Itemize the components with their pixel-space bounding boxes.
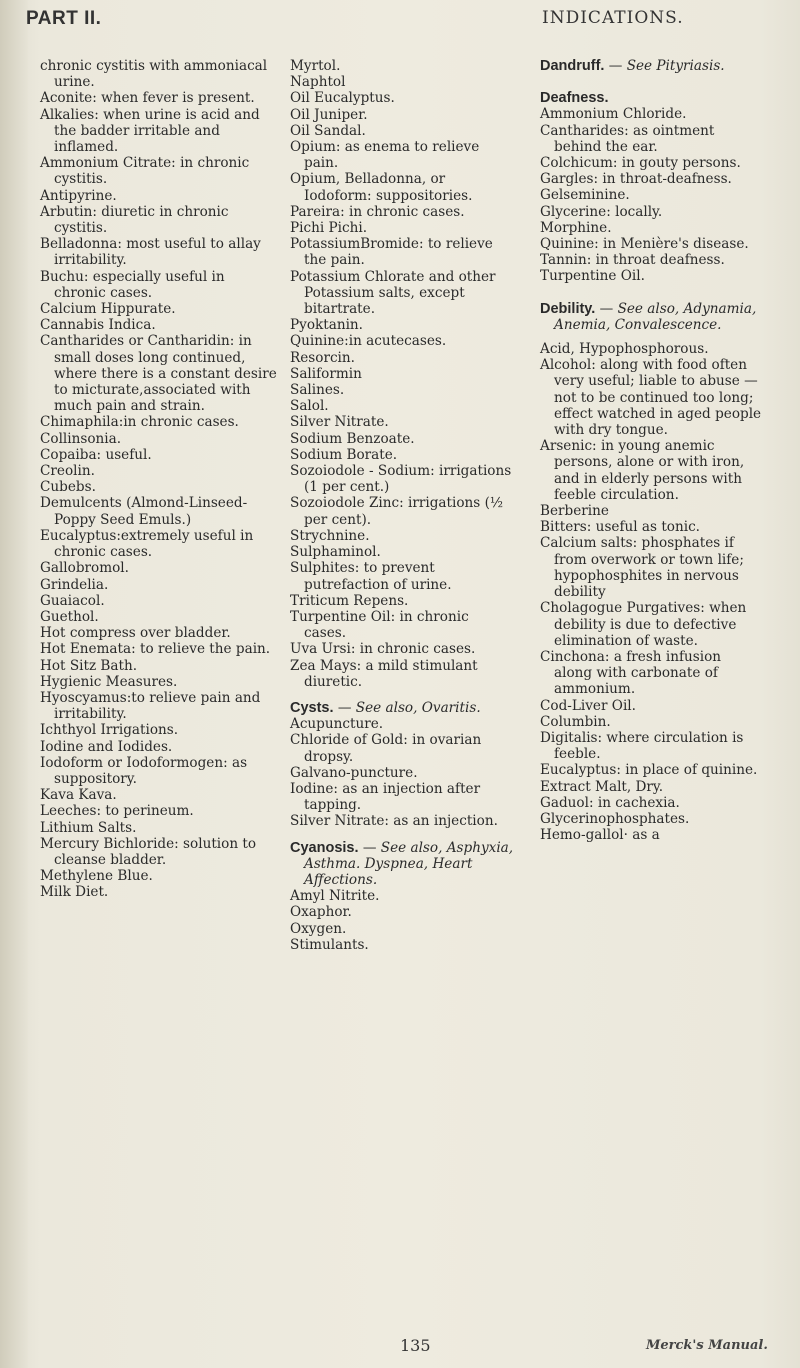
list-item: Salol.: [290, 398, 329, 415]
debility-entries: [540, 341, 762, 843]
list-item: Hemo-gallol· as a: [540, 827, 660, 844]
column-2-entries: [290, 58, 515, 690]
column-1: [40, 58, 280, 901]
list-item: Creolin.: [40, 463, 95, 480]
deafness-entries: [540, 106, 762, 284]
list-item: Cannabis Indica.: [40, 317, 156, 334]
list-item: Belladonna: most useful to allay irritability.: [40, 236, 261, 269]
cyanosis-entries: [290, 888, 515, 953]
list-item: Oxaphor.: [290, 904, 352, 921]
page-spine-shadow: [0, 0, 28, 1368]
list-item: Copaiba: useful.: [40, 446, 152, 463]
list-item: Salines.: [290, 382, 345, 399]
list-item: Columbin.: [540, 713, 611, 730]
list-item: Calcium salts: phosphates if from overwork or town life; hypophosphites in nervous debility: [540, 535, 744, 601]
section-cyanosis: Cyanosis. — See also, Asphyxia, Asthma. Dyspnea, Heart Affections.: [290, 839, 514, 888]
list-item: Pichi Pichi.: [290, 220, 368, 237]
section-heading-cysts: Cysts.: [290, 699, 334, 716]
running-head-left: PART II.: [26, 8, 102, 29]
list-item: Arbutin: diuretic in chronic cystitis.: [40, 203, 229, 237]
section-heading-debility: Debility.: [540, 300, 596, 317]
list-item: Kava Kava.: [40, 787, 117, 804]
list-item: Quinine: in Menière's disease.: [540, 236, 749, 253]
list-item: Gargles: in throat-deafness.: [540, 171, 732, 188]
list-item: Resorcin.: [290, 349, 355, 366]
list-item: Opium: as enema to relieve pain.: [290, 139, 480, 172]
list-item: Gallobromol.: [40, 560, 129, 577]
list-item: Iodine: as an injection after tapping.: [290, 780, 481, 814]
list-item: Turpentine Oil: in chronic cases.: [290, 608, 469, 642]
column-2: [290, 58, 515, 953]
list-item: Silver Nitrate.: [290, 414, 389, 431]
list-item: Ammonium Citrate: in chronic cystitis.: [40, 155, 250, 188]
source-footer: Merck's Manual.: [646, 1338, 768, 1353]
list-item: Oil Sandal.: [290, 122, 366, 139]
list-item: Antipyrine.: [40, 187, 117, 204]
section-heading-dandruff: Dandruff.: [540, 58, 605, 74]
list-item: Naphtol: [290, 74, 346, 91]
list-item: Lithium Salts.: [40, 819, 137, 836]
list-item: Extract Malt, Dry.: [540, 778, 664, 795]
list-item: Galvano-puncture.: [290, 764, 418, 781]
list-item: Arsenic: in young anemic persons, alone or with iron, and in elderly persons with feeble circulation.: [540, 438, 745, 503]
list-item: Calcium Hippurate.: [40, 301, 176, 318]
list-item: Demulcents (Almond-Linseed-Poppy Seed Emuls.): [40, 495, 248, 528]
list-item: Iodine and Iodides.: [40, 738, 173, 755]
list-item: Colchicum: in gouty persons.: [540, 155, 741, 172]
list-item: PotassiumBromide: to relieve the pain.: [290, 236, 493, 269]
list-item: Oil Juniper.: [290, 106, 368, 123]
list-item: Leeches: to perineum.: [40, 803, 194, 820]
list-item: Digitalis: where circulation is feeble.: [540, 729, 744, 763]
list-item: Cinchona: a fresh infusion along with carbonate of ammonium.: [540, 648, 722, 698]
see-also-debility: See also, Adynamia, Anemia, Convalescence.: [554, 300, 757, 333]
list-item: Turpentine Oil.: [540, 268, 645, 285]
section-debility: Debility. — See also, Adynamia, Anemia, Convalescence.: [540, 300, 757, 333]
list-item: Acid, Hypophosphorous.: [540, 341, 709, 358]
list-item: Oxygen.: [290, 920, 347, 937]
list-item: Saliformin: [290, 365, 362, 382]
list-item: Amyl Nitrite.: [290, 888, 380, 905]
list-item: Opium, Belladonna, or Iodoform: suppositories.: [290, 171, 473, 204]
list-item: Sulphites: to prevent putrefaction of urine.: [290, 560, 452, 593]
list-item: Alkalies: when urine is acid and the badder irritable and inflamed.: [40, 106, 260, 156]
see-also-cysts: See also, Ovaritis.: [355, 699, 481, 716]
list-item: Cantharides or Cantharidin: in small doses long continued, where there is a constant desire to micturate,associated with much pain and strain.: [40, 333, 277, 415]
list-item: Grindelia.: [40, 576, 109, 593]
list-item: Uva Ursi: in chronic cases.: [290, 641, 476, 658]
list-item: Eucalyptus: in place of quinine.: [540, 762, 758, 779]
section-cysts: Cysts. — See also, Ovaritis.: [290, 699, 481, 716]
list-item: Potassium Chlorate and other Potassium salts, except bitartrate.: [290, 268, 496, 318]
list-item: Zea Mays: a mild stimulant diuretic.: [290, 657, 478, 690]
list-item: Hot Enemata: to relieve the pain.: [40, 641, 271, 658]
list-item: Hot Sitz Bath.: [40, 657, 138, 674]
list-item: Ammonium Chloride.: [540, 106, 687, 123]
list-item: Sozoiodole - Sodium: irrigations (1 per cent.): [290, 463, 512, 496]
cysts-entries: [290, 716, 515, 829]
list-item: Guethol.: [40, 608, 99, 625]
list-item: Hyoscyamus:to relieve pain and irritability.: [40, 689, 261, 723]
section-deafness: [540, 90, 762, 106]
list-item: Chimaphila:in chronic cases.: [40, 414, 239, 431]
see-also-cyanosis: See also, Asphyxia, Asthma. Dyspnea, Heart Affections.: [304, 839, 514, 888]
page-number: 135: [400, 1336, 431, 1355]
list-item: Morphine.: [540, 219, 612, 236]
list-item: Chloride of Gold: in ovarian dropsy.: [290, 732, 482, 765]
list-item: Hygienic Measures.: [40, 673, 178, 690]
list-item: Sodium Benzoate.: [290, 430, 415, 447]
list-item: Tannin: in throat deafness.: [540, 252, 725, 269]
list-item: Myrtol.: [290, 58, 341, 74]
list-item: Glycerine: locally.: [540, 203, 663, 220]
list-item: Triticum Repens.: [290, 592, 409, 609]
list-item: Berberine: [540, 503, 609, 520]
list-item: chronic cystitis with ammoniacal urine.: [40, 58, 268, 91]
list-item: Sulphaminol.: [290, 544, 381, 561]
list-item: Ichthyol Irrigations.: [40, 722, 179, 739]
list-item: Alcohol: along with food often very useful; liable to abuse —not to be continued too long; effect watched in aged people with dry tongue.: [540, 357, 762, 439]
list-item: Cubebs.: [40, 479, 96, 496]
list-item: Pareira: in chronic cases.: [290, 203, 465, 220]
list-item: Stimulants.: [290, 936, 369, 953]
list-item: Mercury Bichloride: solution to cleanse bladder.: [40, 835, 257, 868]
list-item: Pyoktanin.: [290, 317, 363, 334]
list-item: Cantharides: as ointment behind the ear.: [540, 122, 715, 155]
list-item: Guaiacol.: [40, 592, 105, 609]
section-heading-cyanosis: Cyanosis.: [290, 839, 359, 856]
list-item: Aconite: when fever is present.: [40, 90, 255, 107]
list-item: Sozoiodole Zinc: irrigations (½ per cent).: [290, 495, 504, 528]
list-item: Silver Nitrate: as an injection.: [290, 813, 498, 830]
column-3: [540, 58, 762, 843]
section-heading-deafness: Deafness.: [540, 90, 609, 107]
see-also-dandruff: See Pityriasis.: [626, 58, 725, 74]
section-dandruff: Dandruff. — See Pityriasis.: [540, 58, 725, 74]
list-item: Hot compress over bladder.: [40, 625, 231, 642]
list-item: Cod-Liver Oil.: [540, 697, 636, 714]
list-item: Quinine:in acutecases.: [290, 333, 447, 350]
list-item: Oil Eucalyptus.: [290, 90, 395, 107]
list-item: Acupuncture.: [290, 716, 384, 733]
list-item: Methylene Blue.: [40, 868, 153, 885]
list-item: Cholagogue Purgatives: when debility is due to defective elimination of waste.: [540, 600, 747, 649]
list-item: Iodoform or Iodoformogen: as suppository.: [40, 754, 248, 787]
list-item: Sodium Borate.: [290, 446, 398, 463]
list-item: Strychnine.: [290, 527, 370, 544]
list-item: Glycerinophosphates.: [540, 810, 690, 827]
list-item: Gaduol: in cachexia.: [540, 794, 680, 811]
list-item: Collinsonia.: [40, 430, 122, 447]
list-item: Bitters: useful as tonic.: [540, 519, 700, 536]
list-item: Milk Diet.: [40, 884, 109, 901]
list-item: Buchu: especially useful in chronic cases.: [40, 268, 225, 301]
running-head-right: INDICATIONS.: [542, 8, 684, 28]
list-item: Eucalyptus:extremely useful in chronic cases.: [40, 527, 254, 561]
list-item: Gelseminine.: [540, 187, 630, 204]
